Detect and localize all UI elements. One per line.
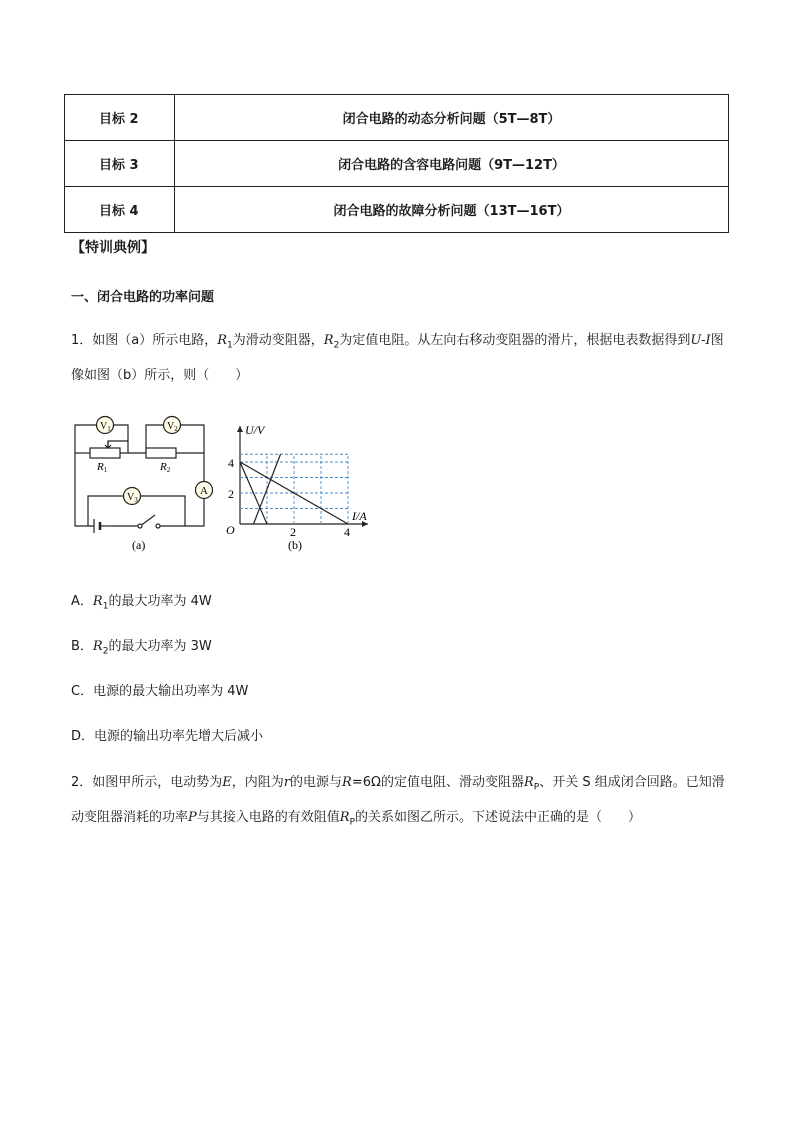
goal-row	[65, 187, 729, 233]
circuit-diagram	[75, 425, 204, 526]
goal-label: 目标 3	[65, 141, 175, 187]
question-number: 1．	[71, 333, 93, 348]
option-var-sub: 1	[102, 601, 109, 612]
x-tick-label: 2	[290, 525, 296, 539]
caption-b: (b)	[288, 538, 302, 552]
var-rp: R	[523, 775, 534, 790]
stem-text: 如图甲所示，电动势为	[92, 775, 223, 790]
var-r2-sub: 2	[333, 340, 340, 351]
option-a[interactable]	[71, 590, 212, 612]
option-letter: A．	[71, 594, 93, 609]
stem-text: 、开关 S 组成闭合回路。已知滑动变阻器消耗的功率	[71, 775, 725, 825]
stem-text: 的电源与	[290, 775, 343, 790]
gridlines	[240, 454, 348, 524]
option-text: 的最大功率为 4W	[108, 594, 212, 609]
option-d[interactable]	[71, 725, 263, 744]
resistor-r2-body	[146, 448, 176, 458]
stem-text: =6Ω的定值电阻、滑动变阻器	[351, 775, 524, 790]
option-letter: C．	[71, 684, 94, 699]
y-tick-label: 2	[228, 487, 234, 501]
var-ui: U-I	[690, 333, 711, 348]
x-tick-label: 4	[344, 525, 350, 539]
voltmeter-v1-label: $V_1$	[100, 421, 111, 433]
y-axis-label: U/V	[245, 423, 265, 437]
origin-label: O	[226, 523, 235, 537]
var-big-r: R	[342, 775, 352, 790]
stem-text: 为定值电阻。从左向右移动变阻器的滑片，根据电表数据得到	[339, 333, 691, 348]
section-heading: 一、闭合电路的功率问题	[71, 290, 215, 305]
stem-text: ，内阻为	[231, 775, 284, 790]
option-var: R	[92, 639, 103, 654]
option-c[interactable]	[71, 680, 248, 699]
var-r2: R	[323, 333, 334, 348]
caption-a: (a)	[132, 538, 146, 552]
goal-row	[65, 141, 729, 187]
battery-icon	[94, 519, 112, 533]
resistor-r2-label: R2	[160, 461, 171, 474]
var-rp-sub: P	[533, 782, 540, 793]
x-axis-label: I/A	[352, 509, 367, 523]
var-rp: R	[339, 809, 350, 825]
option-text: 电源的输出功率先增大后减小	[94, 729, 264, 744]
option-text: 电源的最大输出功率为 4W	[93, 684, 249, 699]
resistor-r1-label: R1	[97, 461, 108, 474]
option-var: R	[92, 594, 103, 609]
voltmeter-v3-label: $V_3$	[127, 492, 138, 504]
goal-topic: 闭合电路的动态分析问题（5T—8T）	[175, 95, 729, 141]
var-p: P	[188, 809, 197, 825]
goal-topic: 闭合电路的故障分析问题（13T—16T）	[175, 187, 729, 233]
var-r: r	[283, 775, 291, 790]
stem-text: 如图（a）所示电路，	[92, 333, 218, 348]
stem-text: 图像如图（b）所示，则（ ）	[71, 333, 724, 383]
ammeter-label: A	[200, 485, 208, 497]
option-text: 的最大功率为 3W	[108, 639, 212, 654]
switch-icon	[138, 515, 160, 528]
figure-a-b	[68, 408, 388, 558]
goal-row	[65, 95, 729, 141]
question-number: 2．	[71, 775, 93, 790]
goal-topic: 闭合电路的含容电路问题（9T—12T）	[175, 141, 729, 187]
question-2-stem	[71, 768, 731, 837]
section-tag: 【特训典例】	[71, 240, 155, 256]
stem-text: 为滑动变阻器，	[232, 333, 324, 348]
goal-label: 目标 4	[65, 187, 175, 233]
stem-text: 与其接入电路的有效阻值	[196, 809, 340, 825]
goal-table	[64, 94, 729, 233]
option-var-sub: 2	[102, 646, 109, 657]
question-1-stem	[71, 326, 731, 391]
voltmeter-v2-label: $V_2$	[167, 421, 178, 433]
y-tick-label: 4	[228, 456, 234, 470]
var-r1: R	[217, 333, 228, 348]
goal-label: 目标 2	[65, 95, 175, 141]
option-letter: D．	[71, 729, 95, 744]
resistor-r1-body	[90, 448, 120, 458]
stem-text: 的关系如图乙所示。下述说法中正确的是（ ）	[355, 809, 642, 825]
option-letter: B．	[71, 639, 93, 654]
option-b[interactable]	[71, 635, 212, 657]
var-e: E	[222, 775, 232, 790]
slider-arrow	[105, 441, 111, 448]
var-rp-sub: P	[349, 817, 356, 828]
var-r1-sub: 1	[227, 340, 233, 351]
